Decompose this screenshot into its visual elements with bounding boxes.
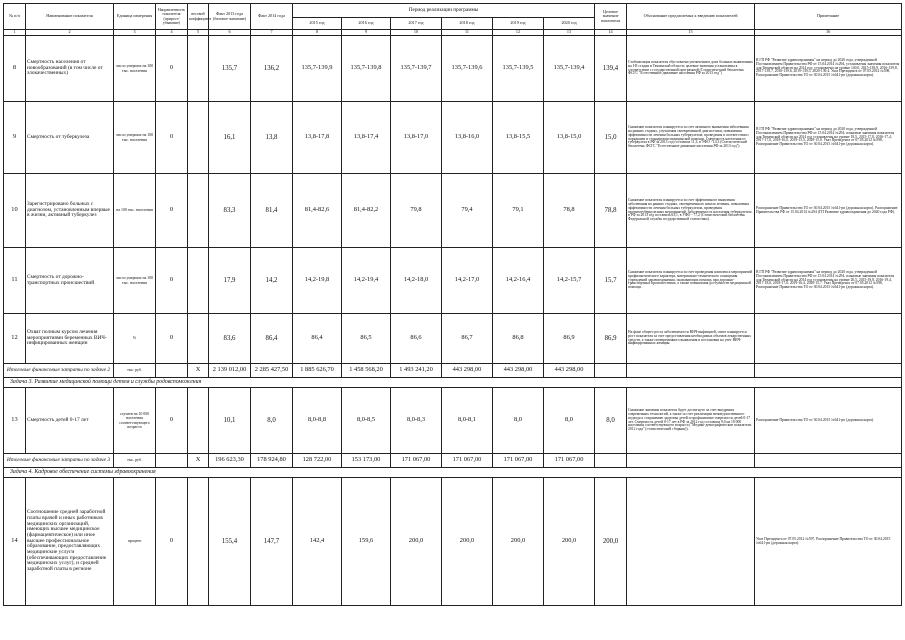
finance-2013: 2 139 012,00 bbox=[209, 364, 251, 378]
finance-year: 443 298,00 bbox=[493, 364, 544, 378]
finance-label: Итоговые финансовые затраты по задаче 3 bbox=[4, 454, 114, 468]
finance-row bbox=[4, 454, 902, 468]
row-no: 12 bbox=[4, 314, 26, 364]
year-value: 14,2-18,0 bbox=[391, 248, 442, 314]
finance-unit: тыс. руб. bbox=[114, 364, 156, 378]
target-value: 8,0 bbox=[595, 388, 627, 454]
indicator-name: Смертность от туберкулеза bbox=[26, 102, 114, 174]
year-value: 79,1 bbox=[493, 174, 544, 248]
fact-2013: 16,1 bbox=[209, 102, 251, 174]
indicator-name: Зарегистрировано больных с диагнозом, установленным впервые в жизни, активный туберкулез bbox=[26, 174, 114, 248]
year-value: 13,8-17,4 bbox=[342, 102, 391, 174]
finance-unit: тыс. руб. bbox=[114, 454, 156, 468]
indicator-direction: 0 bbox=[156, 388, 188, 454]
year-value: 81,4-82,2 bbox=[342, 174, 391, 248]
finance-mark: X bbox=[188, 364, 209, 378]
header-year: 2019 год bbox=[493, 18, 544, 30]
target-value: 139,4 bbox=[595, 36, 627, 102]
finance-justification bbox=[627, 364, 755, 378]
year-value: 159,6 bbox=[342, 478, 391, 606]
indicator-unit: число умерших на 100 тыс. населения bbox=[114, 36, 156, 102]
finance-2014: 178 924,80 bbox=[251, 454, 293, 468]
finance-note bbox=[755, 454, 902, 468]
task-heading: Задача 3. Развитие медицинской помощи детям и службы родовспоможения bbox=[4, 378, 902, 388]
year-value: 8,0 bbox=[493, 388, 544, 454]
year-value: 200,0 bbox=[544, 478, 595, 606]
finance-target bbox=[595, 364, 627, 378]
indicator-direction: 0 bbox=[156, 248, 188, 314]
header-target: Целевое значение показателя bbox=[595, 4, 627, 30]
column-number: 3 bbox=[114, 30, 156, 36]
indicator-name: Охват полным курсом лечения мероприятиями беременных ВИЧ-инфицированных женщин bbox=[26, 314, 114, 364]
row-no: 9 bbox=[4, 102, 26, 174]
year-value: 200,0 bbox=[493, 478, 544, 606]
header-year: 2016 год bbox=[342, 18, 391, 30]
header-no: № п/п bbox=[4, 4, 26, 30]
header-year: 2015 год bbox=[293, 18, 342, 30]
target-value: 86,9 bbox=[595, 314, 627, 364]
column-number: 1 bbox=[4, 30, 26, 36]
fact-2013: 17,9 bbox=[209, 248, 251, 314]
year-value: 135,7-139,5 bbox=[493, 36, 544, 102]
year-value: 13,8-15,5 bbox=[493, 102, 544, 174]
finance-year: 153 173,00 bbox=[342, 454, 391, 468]
header-justification: Обоснование предлагаемых к введению показателей bbox=[627, 4, 755, 30]
table-row bbox=[4, 36, 902, 102]
column-number: 4 bbox=[156, 30, 188, 36]
column-number: 7 bbox=[251, 30, 293, 36]
row-no: 14 bbox=[4, 478, 26, 606]
table-row bbox=[4, 314, 902, 364]
finance-2013: 196 623,30 bbox=[209, 454, 251, 468]
fact-2013: 135,7 bbox=[209, 36, 251, 102]
table-row bbox=[4, 248, 902, 314]
finance-year: 443 298,00 bbox=[544, 364, 595, 378]
finance-year: 128 722,00 bbox=[293, 454, 342, 468]
indicator-unit: число умерших на 100 тыс. населения bbox=[114, 248, 156, 314]
indicator-weight bbox=[188, 174, 209, 248]
year-value: 13,8-17,0 bbox=[391, 102, 442, 174]
table-row bbox=[4, 102, 902, 174]
year-value: 81,4-82,6 bbox=[293, 174, 342, 248]
header-name: Наименование показателя bbox=[26, 4, 114, 30]
year-value: 14,2-16,4 bbox=[493, 248, 544, 314]
indicator-name: Смертность населения от новообразований (в том числе от злокачественных) bbox=[26, 36, 114, 102]
year-value: 135,7-139,4 bbox=[544, 36, 595, 102]
indicator-direction: 0 bbox=[156, 478, 188, 606]
fact-2014: 8,0 bbox=[251, 388, 293, 454]
year-value: 135,7-139,6 bbox=[442, 36, 493, 102]
finance-year: 171 067,00 bbox=[544, 454, 595, 468]
year-value: 14,2-17,0 bbox=[442, 248, 493, 314]
justification-text: Снижение показателя планируется за счет эффективного выявления заболевания на ранних стадиях, своевременного начала лечения, повышения эффективности лечения больных туберкулезом, проведения противотуберкулезных мероприятий. Заболеваемость населения туберкулезом в РФ за 2013 год составила 63,1, в УФО - 77,2 (Статистический бюллетень Федеральной службы государственной статистики). bbox=[627, 174, 755, 248]
finance-target bbox=[595, 454, 627, 468]
year-value: 86,7 bbox=[442, 314, 493, 364]
justification-text: Снижение значения показателя будет достигнуто за счет внедрения современных технологий, а также за счет реализации межведомственного подхода к сохранению здоровья детей и профилактике смертности детей 0-17 лет. Смертность детей 0-17 лет в РФ за 2012 год составила 9,0 на 10 000 населения соответствующего возраста ("Медико-демографические показатели 2012 года" (статистический сборник)). bbox=[627, 388, 755, 454]
justification-text: Снижение показателя планируется за счет проведения комплекса мероприятий профилактического характера, материально-технического оснащения учреждений здравоохранения, оказывающих помощь при дорожно-транспортных происшествиях, а также повышения доступности медицинской помощи. bbox=[627, 248, 755, 314]
indicator-weight bbox=[188, 102, 209, 174]
year-value: 13,8-16,0 bbox=[442, 102, 493, 174]
header-weight: весовой коэффициент bbox=[188, 4, 209, 30]
indicator-direction: 0 bbox=[156, 36, 188, 102]
row-no: 13 bbox=[4, 388, 26, 454]
year-value: 79,4 bbox=[442, 174, 493, 248]
fact-2014: 14,2 bbox=[251, 248, 293, 314]
year-value: 8,0 bbox=[544, 388, 595, 454]
header-fact-2014: Факт 2014 года bbox=[251, 4, 293, 30]
target-value: 15,0 bbox=[595, 102, 627, 174]
column-number: 13 bbox=[544, 30, 595, 36]
fact-2014: 136,2 bbox=[251, 36, 293, 102]
year-value: 86,8 bbox=[493, 314, 544, 364]
fact-2014: 147,7 bbox=[251, 478, 293, 606]
finance-2014: 2 285 427,50 bbox=[251, 364, 293, 378]
task-heading: Задача 4. Кадровое обеспечение системы здравоохранения bbox=[4, 468, 902, 478]
year-value: 86,9 bbox=[544, 314, 595, 364]
row-no: 11 bbox=[4, 248, 26, 314]
finance-direction bbox=[156, 364, 188, 378]
year-value: 8,0-8,8 bbox=[293, 388, 342, 454]
year-value: 135,7-139,8 bbox=[342, 36, 391, 102]
column-number: 6 bbox=[209, 30, 251, 36]
column-number: 10 bbox=[391, 30, 442, 36]
finance-year: 171 067,00 bbox=[493, 454, 544, 468]
justification-text: Снижение показателя планируется за счет активного выявления заболевания на ранних стадиях, улучшения своевременной диагностики, повышения эффективности лечения больных туберкулезом; проведения в соответствии с порядками и стандартами медицинской помощи. Смертность населения от туберкулеза в РФ за 2013 год составила 11,3, в УФО - 14,3 (Статистический бюллетень ФСГС "Естественное движение населения РФ за 2013 год"). bbox=[627, 102, 755, 174]
table-row bbox=[4, 478, 902, 606]
indicator-name: Смертность детей 0-17 лет bbox=[26, 388, 114, 454]
fact-2014: 86,4 bbox=[251, 314, 293, 364]
column-number: 11 bbox=[442, 30, 493, 36]
year-value: 200,0 bbox=[391, 478, 442, 606]
finance-justification bbox=[627, 454, 755, 468]
column-number: 12 bbox=[493, 30, 544, 36]
indicator-weight bbox=[188, 36, 209, 102]
header-year: 2017 год bbox=[391, 18, 442, 30]
year-value: 13,8-17,8 bbox=[293, 102, 342, 174]
target-value: 78,8 bbox=[595, 174, 627, 248]
justification-text: Стабилизация показателя обусловлена увеличением доли больных выявленных на I-II стадии в Тюменской области; целевые значения установлены в соответствии с государственной программой (Статистический бюллетень ФСГС "Естественное движение населения РФ за 2013 год") bbox=[627, 36, 755, 102]
fact-2013: 10,1 bbox=[209, 388, 251, 454]
year-value: 86,6 bbox=[391, 314, 442, 364]
note-text: Распоряжение Правительства ТО от 30.04.2015 №641-рп (дорожная карта). Распоряжение Правительства РФ от 15.04.2014 №294 (ГП Развитие здравоохранения до 2020 года РФ). bbox=[755, 174, 902, 248]
fact-2014: 81,4 bbox=[251, 174, 293, 248]
indicator-unit: процент bbox=[114, 478, 156, 606]
indicator-direction: 0 bbox=[156, 102, 188, 174]
header-year: 2018 год bbox=[442, 18, 493, 30]
task-row bbox=[4, 468, 902, 478]
year-value: 79,8 bbox=[391, 174, 442, 248]
year-value: 8,0-8,1 bbox=[442, 388, 493, 454]
year-value: 200,0 bbox=[442, 478, 493, 606]
column-number: 9 bbox=[342, 30, 391, 36]
year-value: 14,2-19,4 bbox=[342, 248, 391, 314]
finance-direction bbox=[156, 454, 188, 468]
year-value: 78,8 bbox=[544, 174, 595, 248]
finance-year: 171 067,00 bbox=[442, 454, 493, 468]
header-period: Период реализации программы bbox=[293, 4, 595, 18]
indicators-table-page bbox=[3, 3, 901, 606]
indicator-name: Смертность от дорожно-транспортных происшествий bbox=[26, 248, 114, 314]
year-value: 14,2-19,8 bbox=[293, 248, 342, 314]
indicators-table bbox=[3, 3, 902, 606]
finance-year: 1 458 568,20 bbox=[342, 364, 391, 378]
column-number: 5 bbox=[188, 30, 209, 36]
note-text: В ГП РФ "Развитие здравоохранения" на период до 2020 года, утвержденной Постановлением Правительства РФ от 15.04.2014 №294, плановые значения показателя для Тюменской области на 2014 год установлены на уровне 20,5, 2015-19,8, 2016-19,4, 2017-18,0, 2018-17,0, 2019-16,4, 2020-15,7. Указ Президента от 07.05.2012 №598, Распоряжение Правительства ТО от 30.04.2015 №641-рп (дорожная карта). bbox=[755, 248, 902, 314]
indicator-direction: 0 bbox=[156, 174, 188, 248]
year-value: 13,8-15,0 bbox=[544, 102, 595, 174]
indicator-unit: на 100 тыс. населения bbox=[114, 174, 156, 248]
year-value: 8,0-8,5 bbox=[342, 388, 391, 454]
header-year: 2020 год bbox=[544, 18, 595, 30]
indicator-weight bbox=[188, 248, 209, 314]
finance-year: 443 298,00 bbox=[442, 364, 493, 378]
finance-label: Итоговые финансовые затраты по задаче 2 bbox=[4, 364, 114, 378]
year-value: 14,2-15,7 bbox=[544, 248, 595, 314]
indicator-unit: число умерших на 100 тыс. населения bbox=[114, 102, 156, 174]
column-number: 16 bbox=[755, 30, 902, 36]
indicator-unit: % bbox=[114, 314, 156, 364]
year-value: 135,7-139,7 bbox=[391, 36, 442, 102]
column-number: 14 bbox=[595, 30, 627, 36]
target-value: 200,0 bbox=[595, 478, 627, 606]
table-row bbox=[4, 388, 902, 454]
note-text: Распоряжение Правительства ТО от 30.04.2015 №641-рп (дорожная карта). bbox=[755, 388, 902, 454]
year-value: 86,5 bbox=[342, 314, 391, 364]
task-row bbox=[4, 378, 902, 388]
fact-2013: 83,6 bbox=[209, 314, 251, 364]
finance-row bbox=[4, 364, 902, 378]
header-direction: Направленность показателя (прирост/убывание) bbox=[156, 4, 188, 30]
indicator-direction: 0 bbox=[156, 314, 188, 364]
column-number: 8 bbox=[293, 30, 342, 36]
note-text: Указ Президента от 07.05.2012 №597, Распоряжение Правительства ТО от 30.04.2015 №641-рп (дорожная карта). bbox=[755, 478, 902, 606]
indicator-weight bbox=[188, 478, 209, 606]
indicator-weight bbox=[188, 388, 209, 454]
justification-text: На фоне общего роста заболеваемости ВИЧ-инфекцией, охват планируется рост показателя за счет предоставления необходимых объемов лекарственных средств, а также своевременного выявления и постановки на учет ВИЧ-инфицированных женщин. bbox=[627, 314, 755, 364]
column-number: 2 bbox=[26, 30, 114, 36]
header-unit: Единица измерения bbox=[114, 4, 156, 30]
target-value: 15,7 bbox=[595, 248, 627, 314]
finance-note bbox=[755, 364, 902, 378]
note-text: В ГП РФ "Развитие здравоохранения" на период до 2020 года, утвержденной Постановлением Правительства РФ от 15.04.2014 №294, плановые значения показателя для Тюменской области на 2014 год установлены на уровне 18,5, 2015-17,8, 2016-17,4, 2017-17,0, 2018-16,0, 2019-15,5, 2020-15,0. Указ Президента от 07.05.2012 №598, Распоряжение Правительства ТО от 30.04.2015 №641-рп (дорожная карта). bbox=[755, 102, 902, 174]
column-number: 15 bbox=[627, 30, 755, 36]
note-text bbox=[755, 314, 902, 364]
header-note: Примечание bbox=[755, 4, 902, 30]
row-no: 10 bbox=[4, 174, 26, 248]
justification-text bbox=[627, 478, 755, 606]
indicator-weight bbox=[188, 314, 209, 364]
fact-2013: 155,4 bbox=[209, 478, 251, 606]
header-fact-2013: Факт 2013 года (базовое значение) bbox=[209, 4, 251, 30]
note-text: В ГП РФ "Развитие здравоохранения" на период до 2020 года, утвержденной Постановлением Правительства РФ от 15.04.2014 №294, установлены значения показателя для Тюменской области на 2014 год: установлено на уровне 140,0, 2015-139,9, 2016-139,8, 2017-139,7, 2018-139,6, 2019-139,5, 2020-139,4. Указ Президента от 07.05.2012 №598, Распоряжение Правительства ТО от 30.04.2015 №641-рп (дорожная карта). bbox=[755, 36, 902, 102]
indicator-unit: случаев на 10 000 населения соответствующего возраста bbox=[114, 388, 156, 454]
fact-2014: 13,8 bbox=[251, 102, 293, 174]
year-value: 8,0-8,3 bbox=[391, 388, 442, 454]
indicator-name: Соотношение средней заработной платы врачей и иных работников медицинских организаций, имеющих высшее медицинское (фармацевтическое) или иное высшее профессиональное образование, предоставляющих медицинские услуги (обеспечивающих предоставление медицинских услуг), и средней заработной платы в регионе bbox=[26, 478, 114, 606]
row-no: 8 bbox=[4, 36, 26, 102]
year-value: 135,7-139,9 bbox=[293, 36, 342, 102]
year-value: 86,4 bbox=[293, 314, 342, 364]
table-row bbox=[4, 174, 902, 248]
finance-year: 1 493 241,20 bbox=[391, 364, 442, 378]
finance-mark: X bbox=[188, 454, 209, 468]
finance-year: 1 885 626,70 bbox=[293, 364, 342, 378]
fact-2013: 83,3 bbox=[209, 174, 251, 248]
finance-year: 171 067,00 bbox=[391, 454, 442, 468]
year-value: 142,4 bbox=[293, 478, 342, 606]
